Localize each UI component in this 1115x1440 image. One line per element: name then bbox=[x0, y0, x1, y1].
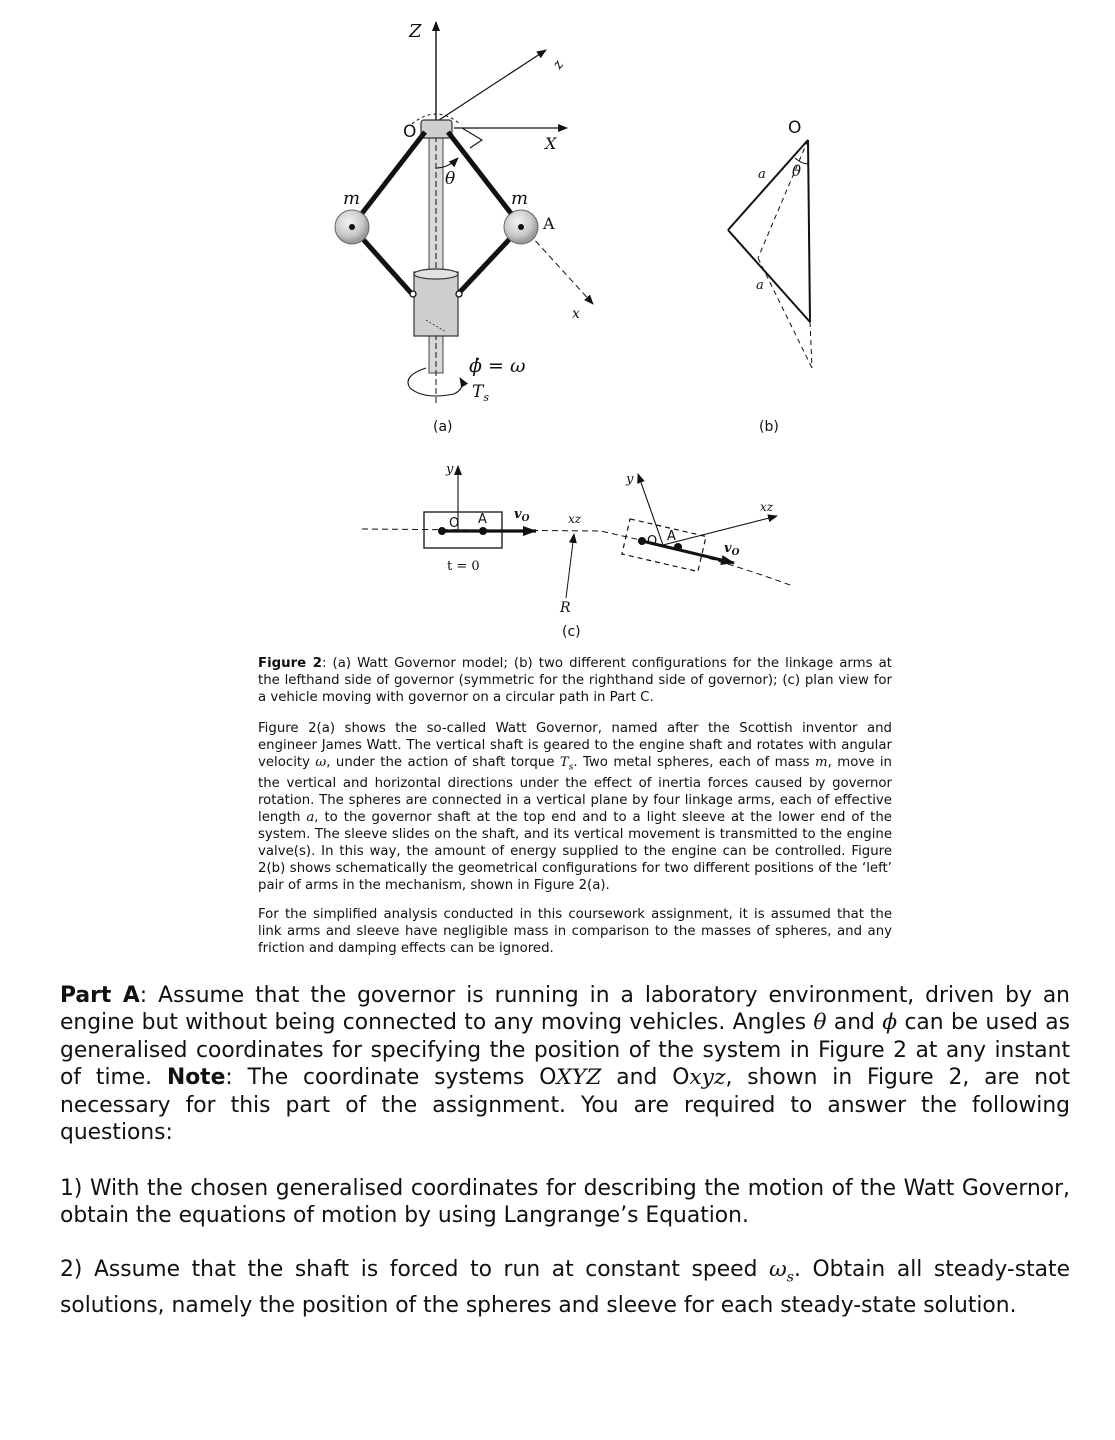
q2-text-2: . Obtain all steady-state solutions, namely the position of the spheres and sleeve for each steady-state solution. bbox=[60, 1257, 1070, 1318]
question-2 bbox=[60, 1256, 1070, 1319]
O-label-right: O bbox=[647, 534, 658, 549]
xz-label-right: xz bbox=[760, 500, 774, 514]
sleeve-top bbox=[414, 269, 458, 279]
O-label-left: O bbox=[449, 516, 460, 531]
radius-line bbox=[566, 534, 574, 598]
paragraph-description bbox=[258, 721, 892, 895]
paragraph-assumptions: For the simplified analysis conducted in this coursework assignment, it is assumed that the link arms and sleeve have negligible mass in comparison to the masses of spheres, and any friction and damping effects can be ignored. bbox=[258, 907, 892, 956]
panel-b-a-bottom: a bbox=[756, 278, 764, 293]
note-label: Note bbox=[166, 1065, 226, 1091]
panel-b bbox=[728, 118, 812, 435]
panel-c-label: (c) bbox=[562, 624, 581, 640]
y-label-right: y bbox=[626, 472, 634, 487]
mass-symbol: m bbox=[815, 754, 828, 770]
sphere-left-pin bbox=[349, 224, 355, 230]
upper-right-arm bbox=[448, 132, 520, 225]
v-label-left: $v_O$ bbox=[514, 507, 530, 524]
XYZ-symbol: XYZ bbox=[556, 1065, 602, 1091]
panel-b-label: (b) bbox=[759, 419, 779, 435]
length-symbol: a bbox=[306, 810, 315, 826]
para1-text-3: . Two metal spheres, each of mass bbox=[573, 754, 816, 770]
x-axis-label: x bbox=[572, 306, 580, 322]
phi-symbol: ϕ bbox=[882, 1010, 898, 1036]
shaft-torque-symbol: $T_s$ bbox=[559, 754, 574, 773]
t0-label: t = 0 bbox=[447, 559, 480, 574]
A-label-left: A bbox=[478, 512, 487, 527]
part-a-text-3: can be used as generalised coordinates for specifying the position of the system in Figure 2 at any instant of time. bbox=[60, 1010, 1071, 1091]
dashed-upper-arm bbox=[758, 140, 808, 258]
dashed-shaft-line bbox=[810, 322, 812, 368]
figure-caption bbox=[258, 656, 892, 707]
part-a-text-1: : Assume that the governor is running in a laboratory environment, driven by an engine but without being connected to any moving vehicles. Angles bbox=[60, 983, 1070, 1036]
caption-text: : (a) Watt Governor model; (b) two different configurations for the linkage arms at the lefthand side of governor (symmetric for the righthand side of governor); (c) plan view for a vehicle moving with governor on a circular path in Part C. bbox=[258, 656, 892, 705]
part-a-text-6: , shown in Figure 2, are not necessary for this part of the assignment. You are required to answer the following questions: bbox=[60, 1065, 1070, 1146]
omega-symbol: ω bbox=[315, 754, 327, 770]
part-a-text-5: and O bbox=[601, 1065, 690, 1091]
sleeve-pivot-left bbox=[410, 291, 416, 297]
theta-symbol: θ bbox=[813, 1010, 827, 1036]
mass-right-label: m bbox=[511, 188, 529, 209]
upper-left-arm bbox=[353, 132, 425, 225]
panel-a bbox=[335, 21, 593, 435]
point-A-label: A bbox=[543, 214, 555, 233]
xz-label-left: xz bbox=[568, 512, 582, 526]
mass-left-label: m bbox=[343, 188, 361, 209]
origin-label: O bbox=[403, 122, 417, 142]
X-axis-label: X bbox=[545, 134, 557, 153]
z-axis-label: z bbox=[549, 57, 568, 72]
panel-b-theta: θ bbox=[792, 162, 802, 180]
panel-c bbox=[362, 462, 790, 640]
top-cap bbox=[421, 120, 452, 138]
dashed-lower-arm bbox=[758, 258, 812, 368]
xz-axis-right bbox=[663, 516, 777, 545]
sleeve-pivot-right bbox=[456, 291, 462, 297]
R-label: R bbox=[560, 600, 571, 616]
torque-label: $T_s$ bbox=[472, 382, 489, 404]
A-label-right: A bbox=[667, 529, 676, 544]
para1-text-4: , move in the vertical and horizontal directions under the effect of inertia forces caused by governor rotation. The spheres are connected in a vertical plane by four linkage arms, each of effective length bbox=[258, 754, 892, 826]
xyz-symbol: xyz bbox=[689, 1065, 726, 1091]
panel-a-label: (a) bbox=[433, 419, 453, 435]
panel-b-a-top: a bbox=[758, 167, 766, 182]
caption-title: Figure 2 bbox=[258, 656, 322, 671]
part-a bbox=[60, 982, 1070, 1146]
sleeve bbox=[414, 272, 458, 336]
phi-dot-label: ϕ̇ = ω bbox=[469, 355, 526, 377]
frame-bracket bbox=[462, 128, 482, 148]
solid-shaft-line bbox=[808, 140, 810, 322]
question-1: 1) With the chosen generalised coordinates for describing the motion of the Watt Governor, obtain the equations of motion by using Langrange’s Equation. bbox=[60, 1176, 1070, 1229]
Z-axis-label: Z bbox=[409, 21, 422, 42]
panel-b-origin: O bbox=[788, 118, 802, 138]
theta-label: θ bbox=[445, 169, 456, 189]
para1-text-2: , under the action of shaft torque bbox=[326, 754, 560, 770]
part-a-text-2: and bbox=[826, 1010, 883, 1036]
y-label-left: y bbox=[446, 462, 454, 477]
solid-lower-arm bbox=[728, 230, 810, 322]
solid-upper-arm bbox=[728, 140, 808, 230]
para1-text-5: , to the governor shaft at the top end and to a light sleeve at the lower end of the system. The sleeve slides on the shaft, and its vertical movement is transmitted to the engine valve(s). In this way, the amount of energy supplied to the engine can be controlled. Figure 2(b) shows schematically the geometrical configurations for two different positions of the ‘left’ pair of arms in the mechanism, shown in Figure 2(a). bbox=[258, 810, 892, 893]
part-a-heading: Part A bbox=[60, 983, 140, 1008]
v-label-right: $v_O$ bbox=[724, 541, 740, 558]
figure-2 bbox=[0, 0, 1115, 650]
vehicle-path bbox=[362, 529, 790, 585]
q2-text-1: 2) Assume that the shaft is forced to run at constant speed bbox=[60, 1257, 769, 1282]
z-axis bbox=[436, 50, 546, 122]
para1-text-1: Figure 2(a) shows the so-called Watt Governor, named after the Scottish inventor and engineer James Watt. The vertical shaft is geared to the engine shaft and rotates with angular velocity bbox=[258, 721, 892, 770]
part-a-text-4: : The coordinate systems O bbox=[225, 1065, 557, 1091]
sphere-right-pin bbox=[518, 224, 524, 230]
omega-s-symbol: $\omega_s$ bbox=[769, 1257, 794, 1286]
